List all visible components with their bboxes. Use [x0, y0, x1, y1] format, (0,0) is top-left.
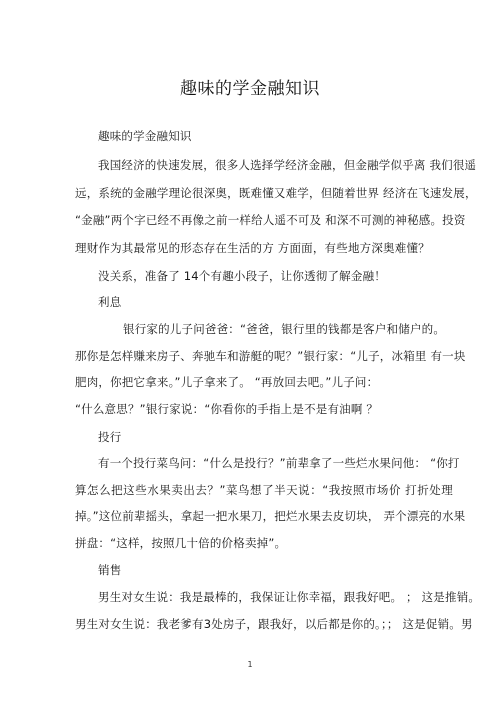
text-line: 那你是怎样赚来房子、奔驰车和游艇的呢？”银行家：“儿子，冰箱里 有一块 [75, 349, 466, 363]
text-line: 理财作为其最常见的形态存在生活的方 方面面，有些地方深奥难懂？ [75, 241, 430, 255]
text-line: 男生对女生说：我是最棒的，我保证让你幸福，跟我好吧。 ； 这是推销。 [98, 590, 481, 604]
section-heading: 利息 [98, 295, 122, 309]
text-line: 银行家的儿子问爸爸：“爸爸，银行里的钱都是客户和储户的。 [123, 322, 446, 336]
page-number: 1 [247, 660, 253, 669]
text-line: 拼盘：“这样，按照几十倍的价格卖掉”。 [75, 536, 287, 550]
section-heading: 投行 [98, 430, 122, 444]
text-line: 掉。”这位前辈摇头，拿起一把水果刀，把烂水果去皮切块， 弄个漂亮的水果 [75, 509, 466, 523]
text-line: 算怎么把这些水果卖出去？”菜鸟想了半天说：“我按照市场价 打折处理 [75, 483, 453, 497]
text-line: 没关系，准备了 14个有趣小段子，让你透彻了解金融！ [98, 269, 386, 283]
text-line: 肥肉，你把它拿来。”儿子拿来了。 “再放回去吧。”儿子问： [75, 375, 379, 389]
text-line: 我国经济的快速发展，很多人选择学经济金融，但金融学似乎离 我们很遥 [98, 158, 477, 172]
document-title: 趣味的学金融知识 [180, 79, 320, 99]
text-line: 远，系统的金融学理论很深奥，既难懂又难学，但随着世界 经济在飞速发展， [75, 186, 477, 200]
text-line: 趣味的学金融知识 [98, 129, 192, 143]
text-line: 有一个投行菜鸟问：“什么是投行？”前辈拿了一些烂水果问他： “你打 [98, 456, 460, 470]
text-line: “什么意思？”银行家说：“你看你的手指上是不是有油啊 ？ [75, 402, 379, 416]
text-line: “金融”两个字已经不再像之前一样给人遥不可及 和深不可测的神秘感。投资 [75, 213, 466, 227]
text-line: 男生对女生说：我老爹有3处房子，跟我好，以后都是你的。；； 这是促销。男 [75, 617, 473, 631]
section-heading: 销售 [98, 563, 122, 577]
